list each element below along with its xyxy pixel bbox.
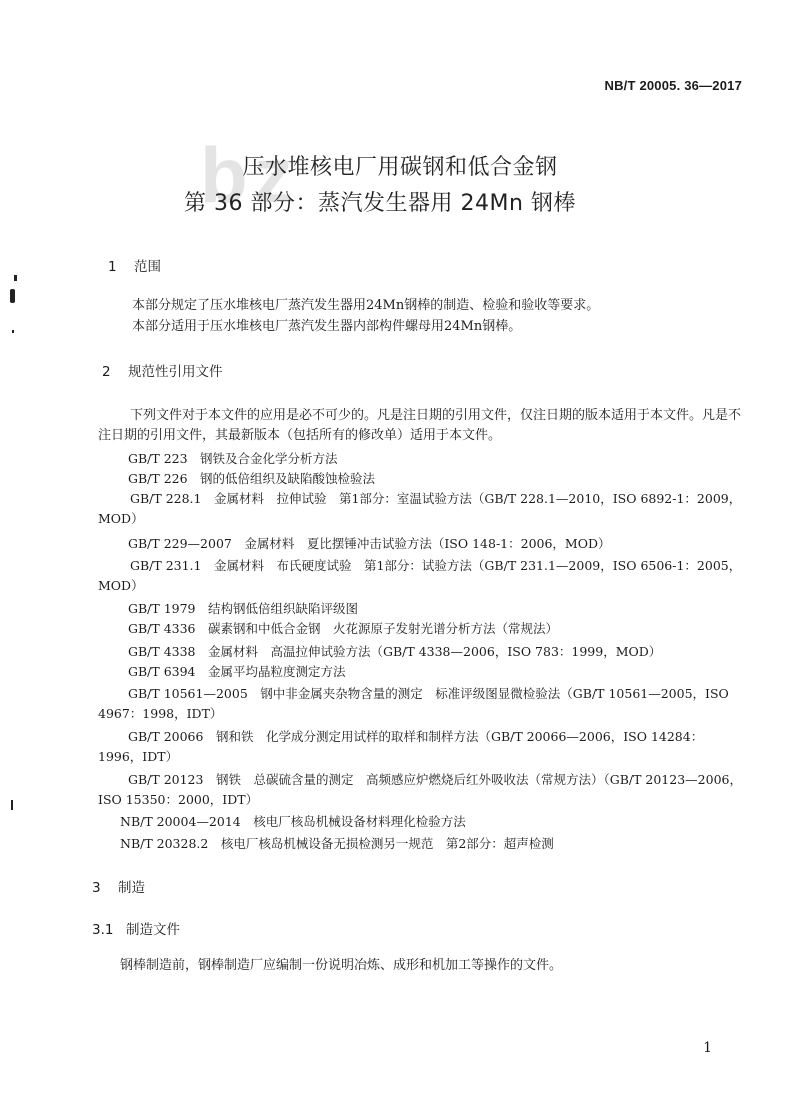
watermark: bz xyxy=(200,131,299,219)
section-number: 2 xyxy=(102,364,111,380)
reference-item: GB/T 6394 金属平均晶粒度测定方法 xyxy=(128,664,346,679)
reference-item: NB/T 20004—2014 核电厂核岛机械设备材料理化检验方法 xyxy=(120,814,466,829)
reference-item: GB/T 228.1 金属材料 拉伸试验 第1部分：室温试验方法（GB/T 228.1—2010，ISO 6892-1：2009，MOD） xyxy=(98,491,742,526)
reference-item: GB/T 4336 碳素钢和中低合金钢 火花源原子发射光谱分析方法（常规法） xyxy=(128,621,559,636)
section-title: 规范性引用文件 xyxy=(128,364,223,380)
reference-item: GB/T 20066 钢和铁 化学成分测定用试样的取样和制样方法（GB/T 20066—2006，ISO 14284：1996，IDT） xyxy=(98,729,704,764)
section-title: 制造文件 xyxy=(126,922,180,938)
reference-item: NB/T 20328.2 核电厂核岛机械设备无损检测另一规范 第2部分：超声检测 xyxy=(120,836,554,851)
reference-item: GB/T 10561—2005 钢中非金属夹杂物含量的测定 标准评级图显微检验法（GB/T 10561—2005，ISO 4967：1998，IDT） xyxy=(98,686,729,721)
section-3-1-heading xyxy=(92,918,180,938)
page-number: 1 xyxy=(703,1040,712,1056)
reference-item: GB/T 231.1 金属材料 布氏硬度试验 第1部分：试验方法（GB/T 231.1—2009，ISO 6506-1：2005，MOD） xyxy=(98,558,742,593)
reference-item: GB/T 229—2007 金属材料 夏比摆锤冲击试验方法（ISO 148-1：2006，MOD） xyxy=(128,536,611,551)
reference-item: GB/T 4338 金属材料 高温拉伸试验方法（GB/T 4338—2006，ISO 783：1999，MOD） xyxy=(128,644,662,659)
reference-item: GB/T 1979 结构钢低倍组织缺陷评级图 xyxy=(128,601,359,616)
scan-mark xyxy=(12,330,14,333)
title-line-2: 第 36 部分：蒸汽发生器用 24Mn 钢棒 xyxy=(184,191,576,216)
scan-mark xyxy=(14,275,17,281)
paragraph: 本部分适用于压水堆核电厂蒸汽发生器内部构件螺母用24Mn钢棒。 xyxy=(132,319,522,334)
section-title: 范围 xyxy=(134,259,161,275)
section-number: 3 xyxy=(92,880,101,896)
section-3-heading xyxy=(92,876,145,896)
reference-item: GB/T 226 钢的低倍组织及缺陷酸蚀检验法 xyxy=(128,471,376,486)
section-number: 3.1 xyxy=(92,922,114,938)
scan-mark xyxy=(10,289,15,303)
reference-item: GB/T 223 钢铁及合金化学分析方法 xyxy=(128,451,338,466)
standard-code: NB/T 20005. 36—2017 xyxy=(604,78,742,93)
section-2-heading xyxy=(102,360,223,380)
paragraph: 钢棒制造前，钢棒制造厂应编制一份说明冶炼、成形和机加工等操作的文件。 xyxy=(120,958,563,973)
section-title: 制造 xyxy=(118,880,145,896)
reference-item: GB/T 20123 钢铁 总碳硫含量的测定 高频感应炉燃烧后红外吸收法（常规方法）（GB/T 20123—2006，ISO 15350：2000，IDT） xyxy=(98,772,742,807)
scan-mark xyxy=(11,800,13,810)
section-1-heading xyxy=(108,255,161,275)
title-line-1: 压水堆核电厂用碳钢和低合金钢 xyxy=(242,155,558,180)
paragraph: 本部分规定了压水堆核电厂蒸汽发生器用24Mn钢棒的制造、检验和验收等要求。 xyxy=(132,298,600,313)
intro-paragraph: 下列文件对于本文件的应用是必不可少的。凡是注日期的引用文件，仅注日期的版本适用于本文件。凡是不注日期的引用文件，其最新版本（包括所有的修改单）适用于本文件。 xyxy=(98,408,742,443)
section-number: 1 xyxy=(108,259,117,275)
